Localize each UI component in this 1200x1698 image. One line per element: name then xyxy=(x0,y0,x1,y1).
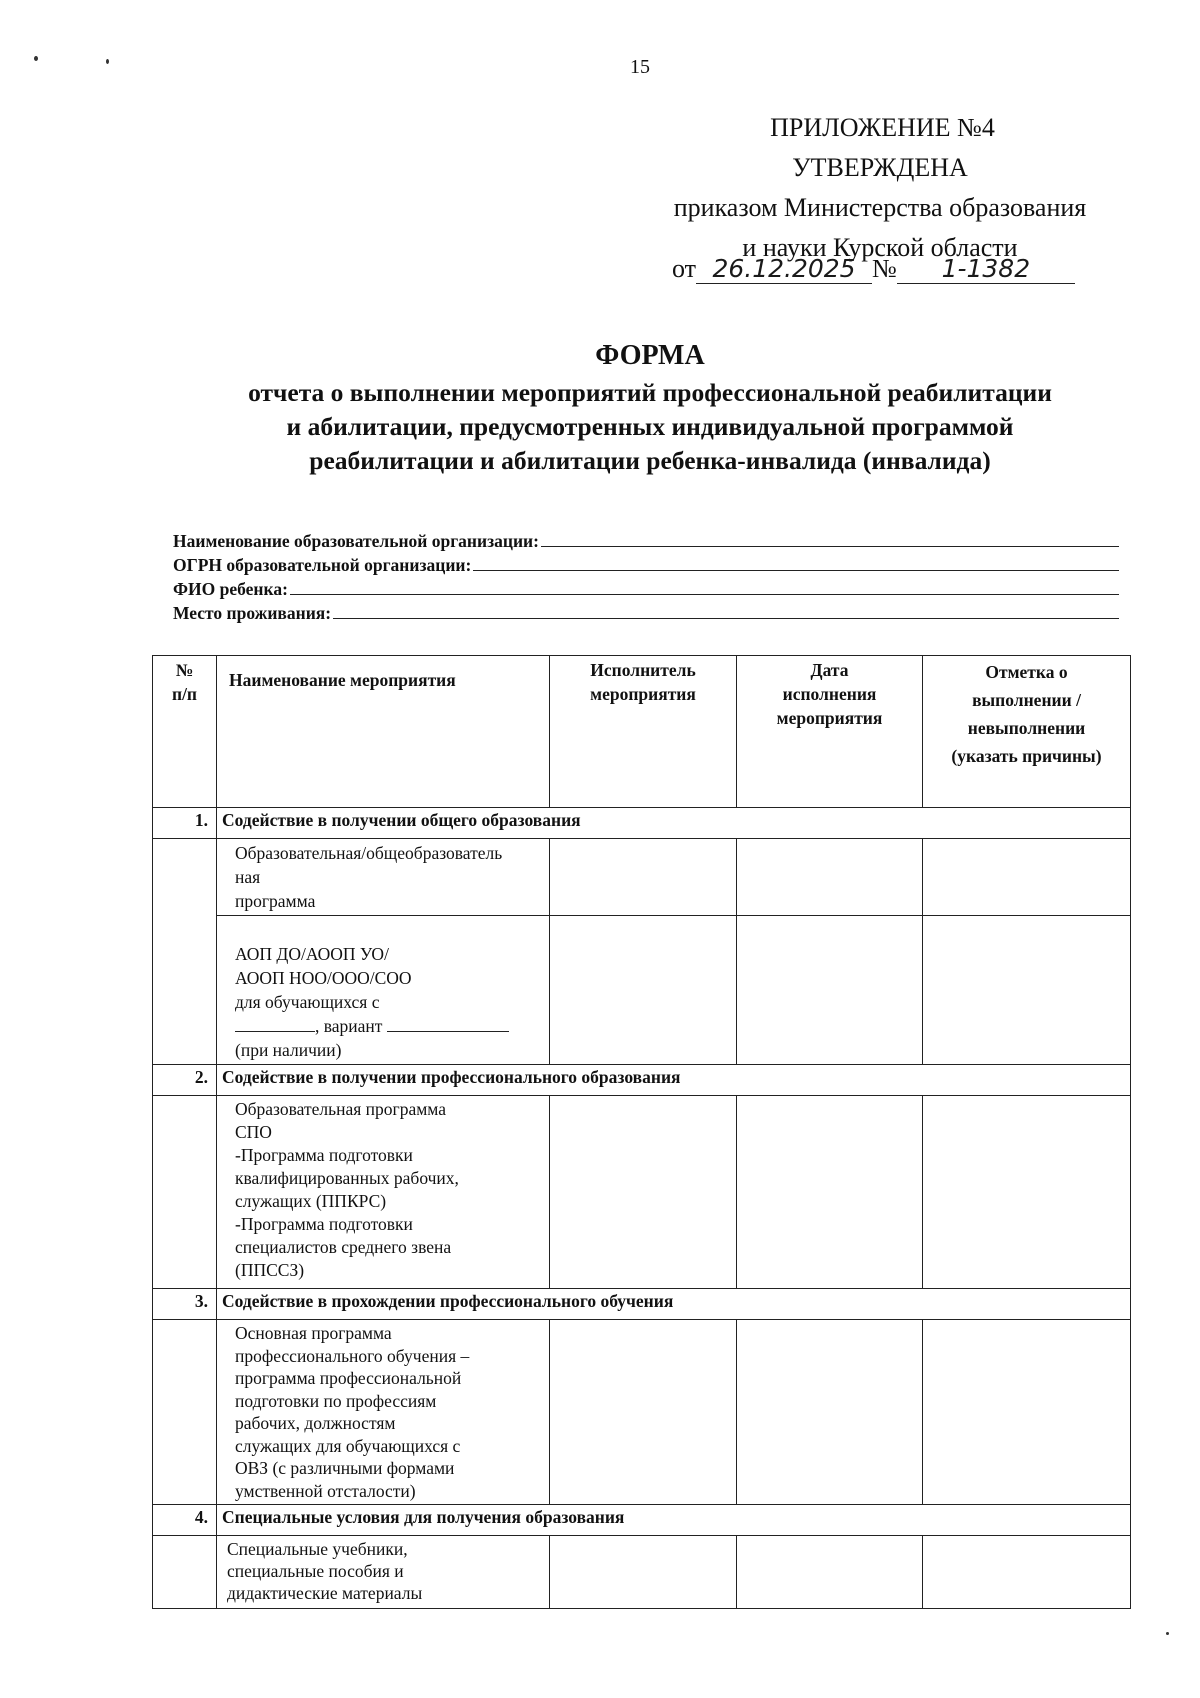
section-row xyxy=(153,808,1131,839)
section-row xyxy=(153,1505,1131,1536)
mark-cell[interactable] xyxy=(923,1096,1131,1289)
date-cell[interactable] xyxy=(737,839,923,916)
field-label: Наименование образовательной организации: xyxy=(173,531,539,551)
section-row xyxy=(153,1289,1131,1320)
child-name-field xyxy=(173,576,1119,600)
approval-block xyxy=(600,108,1160,268)
date-cell[interactable] xyxy=(737,1536,923,1609)
aop-program-text: АОП ДО/АООП УО/ АООП НОО/ООО/СОО для обучающихся с xyxy=(235,944,412,1012)
form-heading xyxy=(150,336,1150,478)
header-executor: Исполнитель мероприятия xyxy=(550,656,737,808)
residence-field xyxy=(173,600,1119,624)
section-number: 2. xyxy=(153,1065,217,1096)
scan-speck xyxy=(34,56,38,61)
activity-name: Образовательная программа СПО -Программа подготовки квалифицированных рабочих, служащих (ППКРС) -Программа подготовки специалистов среднего звена (ППССЗ) xyxy=(217,1096,550,1289)
fill-line[interactable] xyxy=(541,546,1119,547)
table-row xyxy=(153,839,1131,916)
scan-speck xyxy=(1166,1632,1169,1635)
section-title: Содействие в получении общего образования xyxy=(217,808,1131,839)
fill-line[interactable] xyxy=(333,618,1119,619)
decree-line: приказом Министерства образования xyxy=(673,193,1087,222)
header-activity-name: Наименование мероприятия xyxy=(217,656,550,808)
section-row xyxy=(153,1065,1131,1096)
decree-reference xyxy=(672,254,1075,284)
mark-cell[interactable] xyxy=(923,1320,1131,1505)
date-cell[interactable] xyxy=(737,1096,923,1289)
from-label: от xyxy=(672,254,697,283)
field-label: ОГРН образовательной организации: xyxy=(173,555,472,575)
fill-line[interactable] xyxy=(290,594,1119,595)
form-subtitle-line: реабилитации и абилитации ребенка-инвалида (инвалида) xyxy=(309,446,991,475)
scan-speck xyxy=(106,59,109,64)
section-title: Специальные условия для получения образования xyxy=(217,1505,1131,1536)
empty-number-cell xyxy=(153,839,217,1065)
section-title: Содействие в прохождении профессионального обучения xyxy=(217,1289,1131,1320)
blank-line[interactable] xyxy=(235,1015,315,1032)
handwritten-number: 1-1382 xyxy=(897,254,1075,284)
mark-cell[interactable] xyxy=(923,1536,1131,1609)
activity-name: Специальные учебники, специальные пособия и дидактические материалы xyxy=(217,1536,550,1609)
form-subtitle-line: отчета о выполнении мероприятий профессиональной реабилитации xyxy=(248,378,1052,407)
fill-line[interactable] xyxy=(473,570,1119,571)
table-header-row xyxy=(153,656,1131,808)
header-date: Дата исполнения мероприятия xyxy=(737,656,923,808)
table-row xyxy=(153,1536,1131,1609)
header-number: № п/п xyxy=(153,656,217,808)
page-number: 15 xyxy=(630,56,650,78)
organization-name-field xyxy=(173,528,1119,552)
field-label: Место проживания: xyxy=(173,603,332,623)
form-fields xyxy=(173,528,1119,624)
activity-name: Образовательная/общеобразователь ная программа xyxy=(217,839,550,916)
appendix-label: ПРИЛОЖЕНИЕ №4 xyxy=(770,113,995,142)
if-available-label: (при наличии) xyxy=(235,1040,342,1060)
section-title: Содействие в получении профессионального образования xyxy=(217,1065,1131,1096)
variant-label: , вариант xyxy=(315,1016,383,1036)
activity-name-aop xyxy=(217,916,550,1065)
section-number: 1. xyxy=(153,808,217,839)
executor-cell[interactable] xyxy=(550,1536,737,1609)
empty-number-cell xyxy=(153,1320,217,1505)
report-table xyxy=(152,655,1131,1609)
table-row xyxy=(153,1320,1131,1505)
date-cell[interactable] xyxy=(737,916,923,1065)
empty-number-cell xyxy=(153,1536,217,1609)
empty-number-cell xyxy=(153,1096,217,1289)
date-cell[interactable] xyxy=(737,1320,923,1505)
mark-cell[interactable] xyxy=(923,916,1131,1065)
field-label: ФИО ребенка: xyxy=(173,579,288,599)
executor-cell[interactable] xyxy=(550,839,737,916)
mark-cell[interactable] xyxy=(923,839,1131,916)
executor-cell[interactable] xyxy=(550,1096,737,1289)
activity-name: Основная программа профессионального обучения – программа профессиональной подготовки по профессиям рабочих, должностям служащих для обучающихся с ОВЗ (с различными формами умственной отсталости) xyxy=(217,1320,550,1505)
executor-cell[interactable] xyxy=(550,916,737,1065)
blank-line[interactable] xyxy=(387,1015,509,1032)
ministry-line: и науки Курской области xyxy=(742,233,1018,262)
table-row xyxy=(153,1096,1131,1289)
approved-label: УТВЕРЖДЕНА xyxy=(792,153,968,182)
number-label: № xyxy=(872,254,897,283)
executor-cell[interactable] xyxy=(550,1320,737,1505)
section-number: 4. xyxy=(153,1505,217,1536)
header-mark: Отметка о выполнении / невыполнении (указать причины) xyxy=(923,656,1131,808)
table-row xyxy=(153,916,1131,1065)
form-subtitle-line: и абилитации, предусмотренных индивидуальной программой xyxy=(286,412,1014,441)
form-title: ФОРМА xyxy=(595,340,705,371)
ogrn-field xyxy=(173,552,1119,576)
handwritten-date: 26.12.2025 xyxy=(696,254,872,284)
section-number: 3. xyxy=(153,1289,217,1320)
